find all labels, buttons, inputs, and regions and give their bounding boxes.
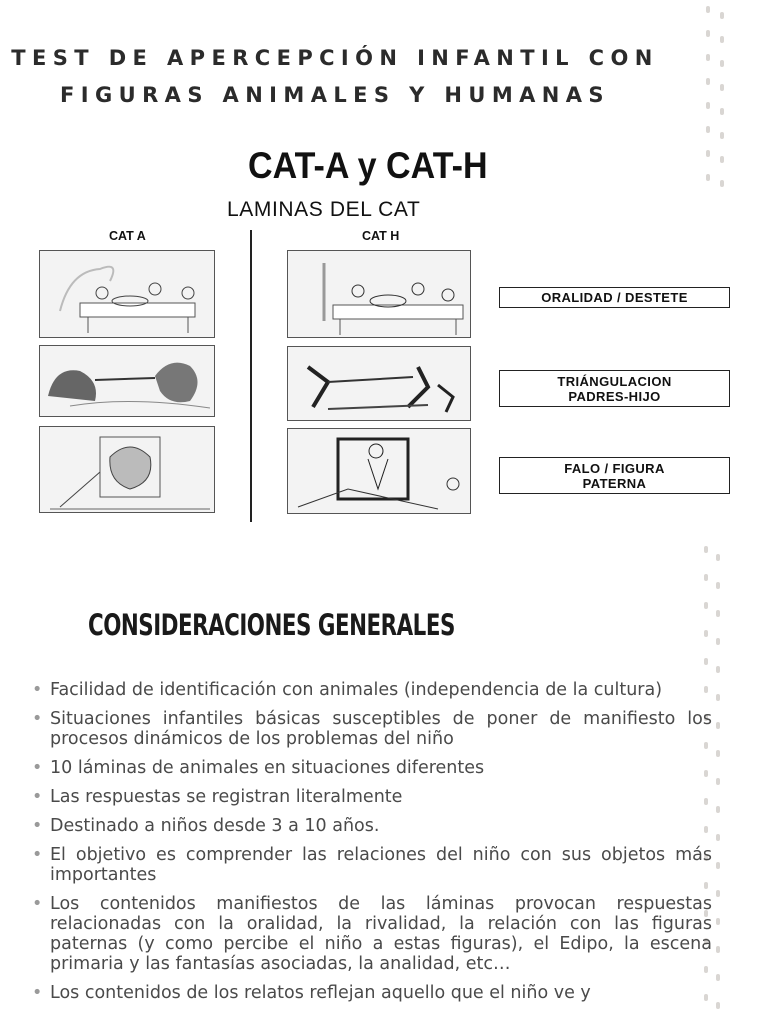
plate-cat-a-2 bbox=[39, 345, 215, 417]
list-item: • Situaciones infantiles básicas susceptibles de poner de manifiesto los procesos dinámicos de los problemas del niño bbox=[30, 709, 712, 749]
theme-label-line-2: PADRES-HIJO bbox=[568, 388, 661, 404]
theme-label-line-2: PATERNA bbox=[582, 475, 647, 491]
list-item: • 10 láminas de animales en situaciones diferentes bbox=[30, 758, 712, 778]
section-title: CONSIDERACIONES GENERALES bbox=[88, 608, 455, 642]
title-line-2: FIGURAS ANIMALES Y HUMANAS bbox=[60, 83, 610, 107]
list-item: • Las respuestas se registran literalmente bbox=[30, 787, 712, 807]
bullet-list bbox=[30, 680, 712, 1012]
plate-cat-h-2 bbox=[287, 346, 471, 421]
title-line-1: TEST DE APERCEPCIÓN INFANTIL CON bbox=[11, 46, 659, 70]
theme-box-falo bbox=[499, 457, 730, 494]
plate-cat-a-1 bbox=[39, 250, 215, 338]
column-divider bbox=[250, 230, 252, 522]
list-item: • Los contenidos de los relatos reflejan aquello que el niño ve y bbox=[30, 983, 712, 1003]
list-item: • Destinado a niños desde 3 a 10 años. bbox=[30, 816, 712, 836]
theme-label-line-1: TRIÁNGULACION bbox=[557, 373, 672, 389]
theme-box-triangulacion bbox=[499, 370, 730, 407]
theme-label: ORALIDAD / DESTETE bbox=[541, 290, 688, 305]
column-label-cat-h: CAT H bbox=[362, 229, 400, 243]
slide-subheading: LAMINAS DEL CAT bbox=[227, 198, 421, 221]
slide-heading: CAT-A y CAT-H bbox=[248, 145, 488, 186]
plate-cat-h-3 bbox=[287, 428, 471, 514]
column-label-cat-a: CAT A bbox=[109, 229, 146, 243]
theme-label-line-1: FALO / FIGURA bbox=[564, 460, 665, 476]
plate-cat-h-1 bbox=[287, 250, 471, 338]
list-item: • El objetivo es comprender las relaciones del niño con sus objetos más importantes bbox=[30, 845, 712, 885]
list-item: • Facilidad de identificación con animales (independencia de la cultura) bbox=[30, 680, 712, 700]
theme-box-oralidad bbox=[499, 287, 730, 308]
list-item: • Los contenidos manifiestos de las láminas provocan respuestas relacionadas con la oralidad, la rivalidad, la relación con las figuras paternas (y como percibe el niño a estas figuras), el Edipo, la escena primaria y las fantasías asociadas, la analidad, etc… bbox=[30, 894, 712, 974]
document-title bbox=[0, 40, 670, 114]
plate-cat-a-3 bbox=[39, 426, 215, 513]
decorative-dots-top bbox=[700, 0, 730, 200]
